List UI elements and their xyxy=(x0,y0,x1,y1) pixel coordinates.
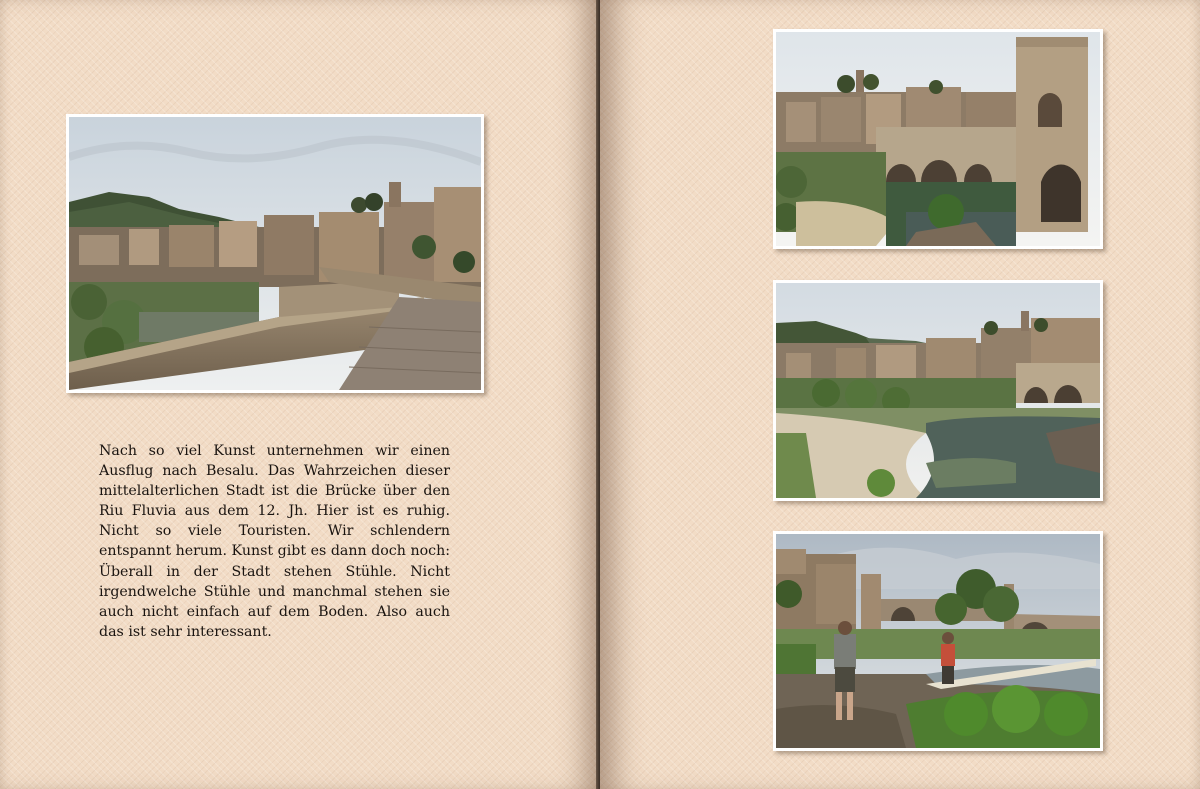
photo-image xyxy=(776,283,1100,498)
photo-image xyxy=(776,534,1100,748)
right-page xyxy=(600,0,1200,789)
body-paragraph: Nach so viel Kunst unternehmen wir einen Ausflug nach Besalu. Das Wahrzeichen dieser mittelalterlichen Stadt ist die Brücke über den Riu Fluvia aus dem 12. Jh. Hier ist es ruhig. Nicht so viele Touristen. Wir schlendern entspannt herum. Kunst gibt es dann doch noch: Überall in der Stadt stehen Stühle. Nicht irgendwelche Stühle und manchmal stehen sie auch nicht einfach auf dem Boden. Also auch das ist sehr interessant. xyxy=(99,443,450,640)
photo-besalu-bridge-walkway xyxy=(66,114,484,393)
photo-image xyxy=(69,117,481,390)
photo-river-town xyxy=(773,280,1103,501)
photo-bridge-tower xyxy=(773,29,1103,249)
photo-river-crossing xyxy=(773,531,1103,751)
photo-image xyxy=(776,32,1100,246)
